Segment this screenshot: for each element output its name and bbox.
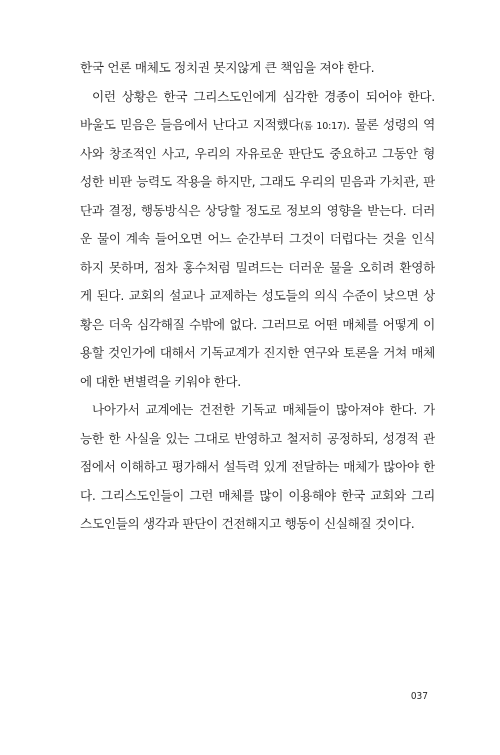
paragraph-line xyxy=(80,114,435,136)
paragraph-line: 황은 더욱 심각해질 수밖에 없다. 그러므로 어떤 매체를 어떻게 이 xyxy=(80,317,435,332)
paragraph-line: 한국 언론 매체도 정치권 못지않게 큰 책임을 져야 한다. xyxy=(80,60,375,75)
paragraph-line: 이런 상황은 한국 그리스도인에게 심각한 경종이 되어야 한다. xyxy=(92,89,435,104)
paragraph-line: 하지 못하며, 점차 홍수처럼 밀려드는 더러운 물을 오히려 환영하 xyxy=(80,260,435,275)
paragraph-line: 운 물이 계속 들어오면 어느 순간부터 그것이 더럽다는 것을 인식 xyxy=(80,231,435,246)
paragraph-line: 에 대한 변별력을 키워야 한다. xyxy=(80,374,241,389)
paragraph-line: 성한 비판 능력도 작용을 하지만, 그래도 우리의 믿음과 가치관, 판 xyxy=(80,174,435,189)
paragraph-line: 용할 것인가에 대해서 기독교계가 진지한 연구와 토론을 거쳐 매체 xyxy=(80,345,435,360)
line-text: 바울도 믿음은 들음에서 난다고 지적했다 xyxy=(80,117,301,132)
paragraph-line: 다. 그리스도인들이 그런 매체를 많이 이용해야 한국 교회와 그리 xyxy=(80,488,435,503)
page-number: 037 xyxy=(410,691,428,702)
paragraph-line: 능한 한 사실을 있는 그대로 반영하고 철저히 공정하되, 성경적 관 xyxy=(80,431,435,446)
paragraph-line: 사와 창조적인 사고, 우리의 자유로운 판단도 중요하고 그동안 형 xyxy=(80,146,435,161)
scripture-reference: (롬 10:17) xyxy=(300,121,347,132)
paragraph-line: 게 된다. 교회의 설교나 교제하는 성도들의 의식 수준이 낮으면 상 xyxy=(80,288,435,303)
paragraph-line: 점에서 이해하고 평가해서 설득력 있게 전달하는 매체가 많아야 한 xyxy=(80,459,435,474)
paragraph-line: 나아가서 교계에는 건전한 기독교 매체들이 많아져야 한다. 가 xyxy=(92,402,435,417)
line-text: . 물론 성령의 역 xyxy=(346,117,435,132)
paragraph-line: 단과 결정, 행동방식은 상당할 정도로 정보의 영향을 받는다. 더러 xyxy=(80,203,435,218)
paragraph-line: 스도인들의 생각과 판단이 건전해지고 행동이 신실해질 것이다. xyxy=(80,516,415,531)
